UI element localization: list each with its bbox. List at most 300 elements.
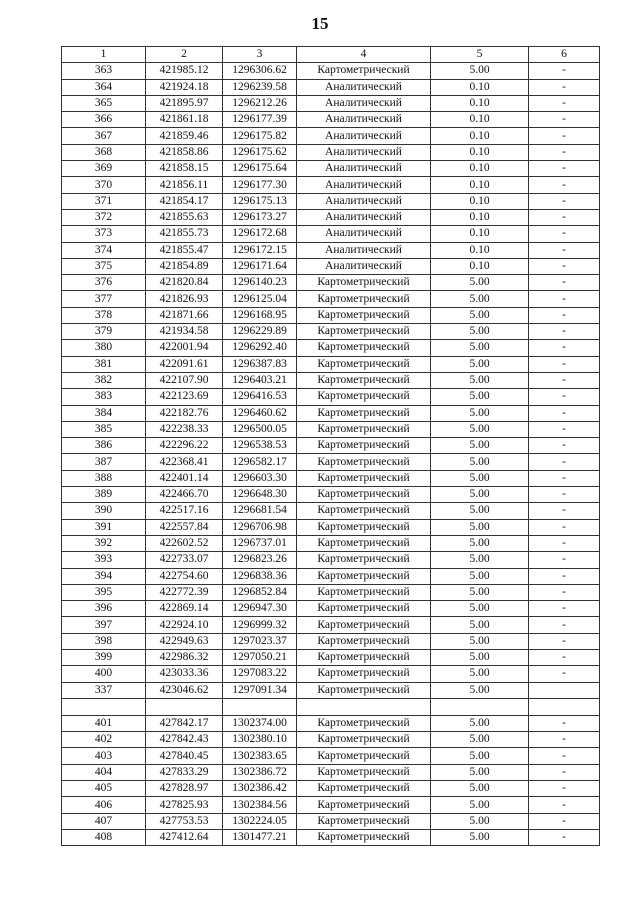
table-cell: 366	[62, 112, 146, 128]
table-cell: -	[529, 666, 600, 682]
coordinates-table	[61, 46, 600, 846]
table-cell: 376	[62, 275, 146, 291]
table-cell: 5.00	[431, 307, 529, 323]
table-row	[62, 128, 600, 144]
table-cell: 422123.69	[146, 389, 223, 405]
table-cell: 422296.22	[146, 438, 223, 454]
table-cell: 1296175.82	[223, 128, 297, 144]
table-row	[62, 519, 600, 535]
table-cell: Картометрический	[297, 503, 431, 519]
table-cell: 0.10	[431, 95, 529, 111]
table-cell: 375	[62, 258, 146, 274]
table-cell: 5.00	[431, 421, 529, 437]
table-cell: Картометрический	[297, 291, 431, 307]
column-header: 1	[62, 47, 146, 63]
table-cell: 0.10	[431, 209, 529, 225]
table-cell: 1296582.17	[223, 454, 297, 470]
table-cell: 389	[62, 487, 146, 503]
table-cell: -	[529, 128, 600, 144]
table-cell: 421855.63	[146, 209, 223, 225]
column-header: 6	[529, 47, 600, 63]
table-cell: 422466.70	[146, 487, 223, 503]
table-cell: 421858.86	[146, 144, 223, 160]
table-cell: 391	[62, 519, 146, 535]
table-cell: -	[529, 633, 600, 649]
table-cell: 1296175.62	[223, 144, 297, 160]
table-cell: 402	[62, 732, 146, 748]
table-cell: -	[529, 405, 600, 421]
table-cell: 0.10	[431, 112, 529, 128]
table-row	[62, 470, 600, 486]
table-cell: -	[529, 797, 600, 813]
table-cell: -	[529, 193, 600, 209]
table-cell: Аналитический	[297, 226, 431, 242]
table-cell: 427412.64	[146, 829, 223, 845]
table-cell: 401	[62, 715, 146, 731]
table-row	[62, 617, 600, 633]
table-cell: Картометрический	[297, 372, 431, 388]
table-row	[62, 748, 600, 764]
table-cell: 0.10	[431, 128, 529, 144]
table-cell: 421861.18	[146, 112, 223, 128]
table-cell: Картометрический	[297, 682, 431, 698]
table-cell: 0.10	[431, 177, 529, 193]
table-cell: 422517.16	[146, 503, 223, 519]
table-cell: Аналитический	[297, 193, 431, 209]
table-cell: 421859.46	[146, 128, 223, 144]
table-cell: Картометрический	[297, 649, 431, 665]
table-cell: 422869.14	[146, 601, 223, 617]
table-cell: Аналитический	[297, 128, 431, 144]
table-cell: 5.00	[431, 552, 529, 568]
table-cell: Картометрический	[297, 356, 431, 372]
table-cell: 365	[62, 95, 146, 111]
table-row	[62, 421, 600, 437]
table-row	[62, 340, 600, 356]
table-cell: 5.00	[431, 503, 529, 519]
table-header-row	[62, 47, 600, 63]
table-cell: -	[529, 307, 600, 323]
table-cell: 421855.47	[146, 242, 223, 258]
table-cell: 5.00	[431, 797, 529, 813]
table-cell: -	[529, 209, 600, 225]
table-cell: -	[529, 63, 600, 79]
table-cell: Картометрический	[297, 519, 431, 535]
table-cell: 1297083.22	[223, 666, 297, 682]
table-row	[62, 307, 600, 323]
table-cell: 407	[62, 813, 146, 829]
table-cell: 1296999.32	[223, 617, 297, 633]
table-row	[62, 568, 600, 584]
table-cell: 427825.93	[146, 797, 223, 813]
table-cell: 427840.45	[146, 748, 223, 764]
table-cell: 5.00	[431, 275, 529, 291]
table-cell: 0.10	[431, 144, 529, 160]
table-cell: 380	[62, 340, 146, 356]
table-cell: 398	[62, 633, 146, 649]
table-cell: 363	[62, 63, 146, 79]
table-cell	[297, 698, 431, 715]
table-cell: 1297050.21	[223, 649, 297, 665]
table-cell: 1296706.98	[223, 519, 297, 535]
table-cell: -	[529, 421, 600, 437]
table-cell: 1302374.00	[223, 715, 297, 731]
table-cell: -	[529, 552, 600, 568]
table-cell: Аналитический	[297, 177, 431, 193]
table-cell: -	[529, 487, 600, 503]
table-cell: 372	[62, 209, 146, 225]
table-cell: Картометрический	[297, 63, 431, 79]
table-row	[62, 193, 600, 209]
table-cell: 373	[62, 226, 146, 242]
table-cell: 5.00	[431, 535, 529, 551]
table-cell: -	[529, 454, 600, 470]
table-cell: 1296239.58	[223, 79, 297, 95]
table-cell	[529, 698, 600, 715]
table-cell: 1296175.64	[223, 161, 297, 177]
table-cell: 395	[62, 584, 146, 600]
table-cell: 5.00	[431, 601, 529, 617]
page-number: 15	[311, 14, 329, 33]
table-cell: 383	[62, 389, 146, 405]
table-cell: 5.00	[431, 748, 529, 764]
table-cell: Картометрический	[297, 487, 431, 503]
table-cell: Картометрический	[297, 389, 431, 405]
table-cell: 377	[62, 291, 146, 307]
table-cell: 0.10	[431, 226, 529, 242]
table-cell: 427753.53	[146, 813, 223, 829]
table-cell: 5.00	[431, 405, 529, 421]
table-cell: 422986.32	[146, 649, 223, 665]
table-cell: 5.00	[431, 715, 529, 731]
table-row	[62, 275, 600, 291]
table-cell: 427833.29	[146, 764, 223, 780]
table-cell: -	[529, 503, 600, 519]
table-cell: 5.00	[431, 324, 529, 340]
table-cell: -	[529, 535, 600, 551]
table-row	[62, 438, 600, 454]
table-cell: -	[529, 617, 600, 633]
table-cell: 1296947.30	[223, 601, 297, 617]
table-cell: Картометрический	[297, 454, 431, 470]
table-cell: Аналитический	[297, 95, 431, 111]
table-cell: 5.00	[431, 454, 529, 470]
table-cell: -	[529, 112, 600, 128]
table-cell: 392	[62, 535, 146, 551]
table-cell: 388	[62, 470, 146, 486]
table-cell: 1296838.36	[223, 568, 297, 584]
table-cell: 382	[62, 372, 146, 388]
table-cell: 1302383.65	[223, 748, 297, 764]
table-cell: 421871.66	[146, 307, 223, 323]
table-cell: 427828.97	[146, 781, 223, 797]
table-cell: 406	[62, 797, 146, 813]
table-cell: 370	[62, 177, 146, 193]
table-cell: 0.10	[431, 193, 529, 209]
table-cell: -	[529, 177, 600, 193]
table-separator-row	[62, 698, 600, 715]
table-row	[62, 584, 600, 600]
column-header: 5	[431, 47, 529, 63]
table-cell	[223, 698, 297, 715]
table-cell: 427842.43	[146, 732, 223, 748]
table-cell: 1296852.84	[223, 584, 297, 600]
table-row	[62, 797, 600, 813]
table-cell: 5.00	[431, 291, 529, 307]
table-cell: -	[529, 829, 600, 845]
table-cell: 422754.60	[146, 568, 223, 584]
table-cell: 403	[62, 748, 146, 764]
table-cell: -	[529, 389, 600, 405]
table-cell: Аналитический	[297, 161, 431, 177]
table-cell: -	[529, 258, 600, 274]
table-cell: 1296681.54	[223, 503, 297, 519]
table-cell: -	[529, 649, 600, 665]
table-row	[62, 535, 600, 551]
table-cell: 374	[62, 242, 146, 258]
table-cell: -	[529, 324, 600, 340]
table-row	[62, 372, 600, 388]
table-cell: 1296171.64	[223, 258, 297, 274]
table-row	[62, 732, 600, 748]
table-cell	[146, 698, 223, 715]
table-row	[62, 666, 600, 682]
table-cell: -	[529, 470, 600, 486]
table-cell: 5.00	[431, 682, 529, 698]
table-cell: 421856.11	[146, 177, 223, 193]
table-cell: 387	[62, 454, 146, 470]
table-cell: 1296172.15	[223, 242, 297, 258]
table-cell: Аналитический	[297, 79, 431, 95]
table-cell: 1296212.26	[223, 95, 297, 111]
table-cell: -	[529, 356, 600, 372]
table-cell: 1296737.01	[223, 535, 297, 551]
table-cell: 1301477.21	[223, 829, 297, 845]
table-cell: Аналитический	[297, 144, 431, 160]
table-cell: 5.00	[431, 764, 529, 780]
table-cell: 0.10	[431, 161, 529, 177]
table-cell: 386	[62, 438, 146, 454]
table-cell: -	[529, 748, 600, 764]
table-cell: 1296648.30	[223, 487, 297, 503]
table-cell: 1296538.53	[223, 438, 297, 454]
table-cell: 5.00	[431, 617, 529, 633]
table-cell: -	[529, 340, 600, 356]
table-cell: -	[529, 372, 600, 388]
table-row	[62, 95, 600, 111]
table-row	[62, 258, 600, 274]
table-cell	[431, 698, 529, 715]
table-cell: 1296403.21	[223, 372, 297, 388]
table-cell: 5.00	[431, 470, 529, 486]
table-cell: 1296229.89	[223, 324, 297, 340]
table-cell: 371	[62, 193, 146, 209]
table-cell: 369	[62, 161, 146, 177]
table-cell: 5.00	[431, 781, 529, 797]
table-cell: 364	[62, 79, 146, 95]
table-cell: 5.00	[431, 829, 529, 845]
table-cell: 1296460.62	[223, 405, 297, 421]
table-cell: 1296500.05	[223, 421, 297, 437]
table-cell: Картометрический	[297, 781, 431, 797]
table-cell: 1296177.39	[223, 112, 297, 128]
table-row	[62, 389, 600, 405]
table-cell: Аналитический	[297, 258, 431, 274]
table-cell: 5.00	[431, 813, 529, 829]
table-cell: 422924.10	[146, 617, 223, 633]
table-cell: Картометрический	[297, 666, 431, 682]
table-cell: 422001.94	[146, 340, 223, 356]
table-cell: -	[529, 764, 600, 780]
table-cell: Картометрический	[297, 829, 431, 845]
table-cell: 5.00	[431, 63, 529, 79]
table-cell: 390	[62, 503, 146, 519]
table-cell: 422949.63	[146, 633, 223, 649]
table-cell: -	[529, 95, 600, 111]
table-cell: 5.00	[431, 389, 529, 405]
table-cell: 421826.93	[146, 291, 223, 307]
table-row	[62, 781, 600, 797]
table-cell: 1296603.30	[223, 470, 297, 486]
table-cell: 422238.33	[146, 421, 223, 437]
table-cell: Картометрический	[297, 421, 431, 437]
table-cell: 421934.58	[146, 324, 223, 340]
table-cell: -	[529, 291, 600, 307]
table-cell: 1296168.95	[223, 307, 297, 323]
table-cell: 1297023.37	[223, 633, 297, 649]
table-cell: -	[529, 601, 600, 617]
table-row	[62, 324, 600, 340]
table-cell: 5.00	[431, 438, 529, 454]
table-cell: 393	[62, 552, 146, 568]
table-cell: -	[529, 732, 600, 748]
table-cell: 421924.18	[146, 79, 223, 95]
table-row	[62, 715, 600, 731]
table-row	[62, 633, 600, 649]
table-cell: Картометрический	[297, 275, 431, 291]
table-cell: 5.00	[431, 666, 529, 682]
table-cell: 1296125.04	[223, 291, 297, 307]
table-cell: -	[529, 226, 600, 242]
table-cell: 421854.17	[146, 193, 223, 209]
table-cell: Картометрический	[297, 797, 431, 813]
table-cell: 422772.39	[146, 584, 223, 600]
table-cell: 396	[62, 601, 146, 617]
table-cell: 405	[62, 781, 146, 797]
table-cell: 394	[62, 568, 146, 584]
table-row	[62, 161, 600, 177]
table-row	[62, 487, 600, 503]
table-cell: Картометрический	[297, 405, 431, 421]
table-cell: 1296823.26	[223, 552, 297, 568]
table-row	[62, 601, 600, 617]
table-cell: Картометрический	[297, 601, 431, 617]
table-cell: 421855.73	[146, 226, 223, 242]
table-row	[62, 144, 600, 160]
table-row	[62, 79, 600, 95]
table-cell: 422401.14	[146, 470, 223, 486]
table-cell: 378	[62, 307, 146, 323]
table-cell: 1297091.34	[223, 682, 297, 698]
table-row	[62, 112, 600, 128]
table-cell: 5.00	[431, 372, 529, 388]
table-cell: 1296172.68	[223, 226, 297, 242]
table-cell: 1296387.83	[223, 356, 297, 372]
table-cell: 5.00	[431, 649, 529, 665]
table-row	[62, 764, 600, 780]
table-row	[62, 682, 600, 698]
table-cell: 422107.90	[146, 372, 223, 388]
table-row	[62, 226, 600, 242]
table-cell: 1296416.53	[223, 389, 297, 405]
table-cell: -	[529, 715, 600, 731]
table-cell: -	[529, 584, 600, 600]
table-cell: Картометрический	[297, 552, 431, 568]
table-cell: 381	[62, 356, 146, 372]
column-header: 4	[297, 47, 431, 63]
table-cell: Картометрический	[297, 764, 431, 780]
table-cell: 367	[62, 128, 146, 144]
table-cell: Картометрический	[297, 748, 431, 764]
table-cell: 1296292.40	[223, 340, 297, 356]
table-cell: Картометрический	[297, 584, 431, 600]
table-cell: 423046.62	[146, 682, 223, 698]
table-cell: Аналитический	[297, 242, 431, 258]
table-cell: Картометрический	[297, 633, 431, 649]
table-cell: 400	[62, 666, 146, 682]
table-cell: -	[529, 568, 600, 584]
table-cell: 5.00	[431, 340, 529, 356]
table-row	[62, 552, 600, 568]
table-cell: 1296140.23	[223, 275, 297, 291]
table-cell: Картометрический	[297, 568, 431, 584]
table-cell: 379	[62, 324, 146, 340]
table-cell: 1302386.72	[223, 764, 297, 780]
table-cell: 408	[62, 829, 146, 845]
table-cell: 422557.84	[146, 519, 223, 535]
table-cell: 1302224.05	[223, 813, 297, 829]
table-row	[62, 242, 600, 258]
table-cell: 421858.15	[146, 161, 223, 177]
table-row	[62, 356, 600, 372]
table-cell: Картометрический	[297, 324, 431, 340]
table-cell: 1302386.42	[223, 781, 297, 797]
table-cell: 1302380.10	[223, 732, 297, 748]
table-row	[62, 209, 600, 225]
table-cell: 421854.89	[146, 258, 223, 274]
table-cell: 0.10	[431, 79, 529, 95]
table-cell	[62, 698, 146, 715]
table-cell: Картометрический	[297, 438, 431, 454]
table-cell: 422368.41	[146, 454, 223, 470]
table-cell: -	[529, 519, 600, 535]
table-cell: 421820.84	[146, 275, 223, 291]
table-cell: -	[529, 781, 600, 797]
table-row	[62, 649, 600, 665]
table-cell: 1296173.27	[223, 209, 297, 225]
table-row	[62, 405, 600, 421]
table-cell: -	[529, 275, 600, 291]
table-cell: 423033.36	[146, 666, 223, 682]
table-cell: 5.00	[431, 584, 529, 600]
table-cell: 5.00	[431, 732, 529, 748]
table-cell: 399	[62, 649, 146, 665]
table-cell: 422602.52	[146, 535, 223, 551]
column-header: 2	[146, 47, 223, 63]
table-row	[62, 63, 600, 79]
table-cell: Картометрический	[297, 617, 431, 633]
table-cell: 422733.07	[146, 552, 223, 568]
